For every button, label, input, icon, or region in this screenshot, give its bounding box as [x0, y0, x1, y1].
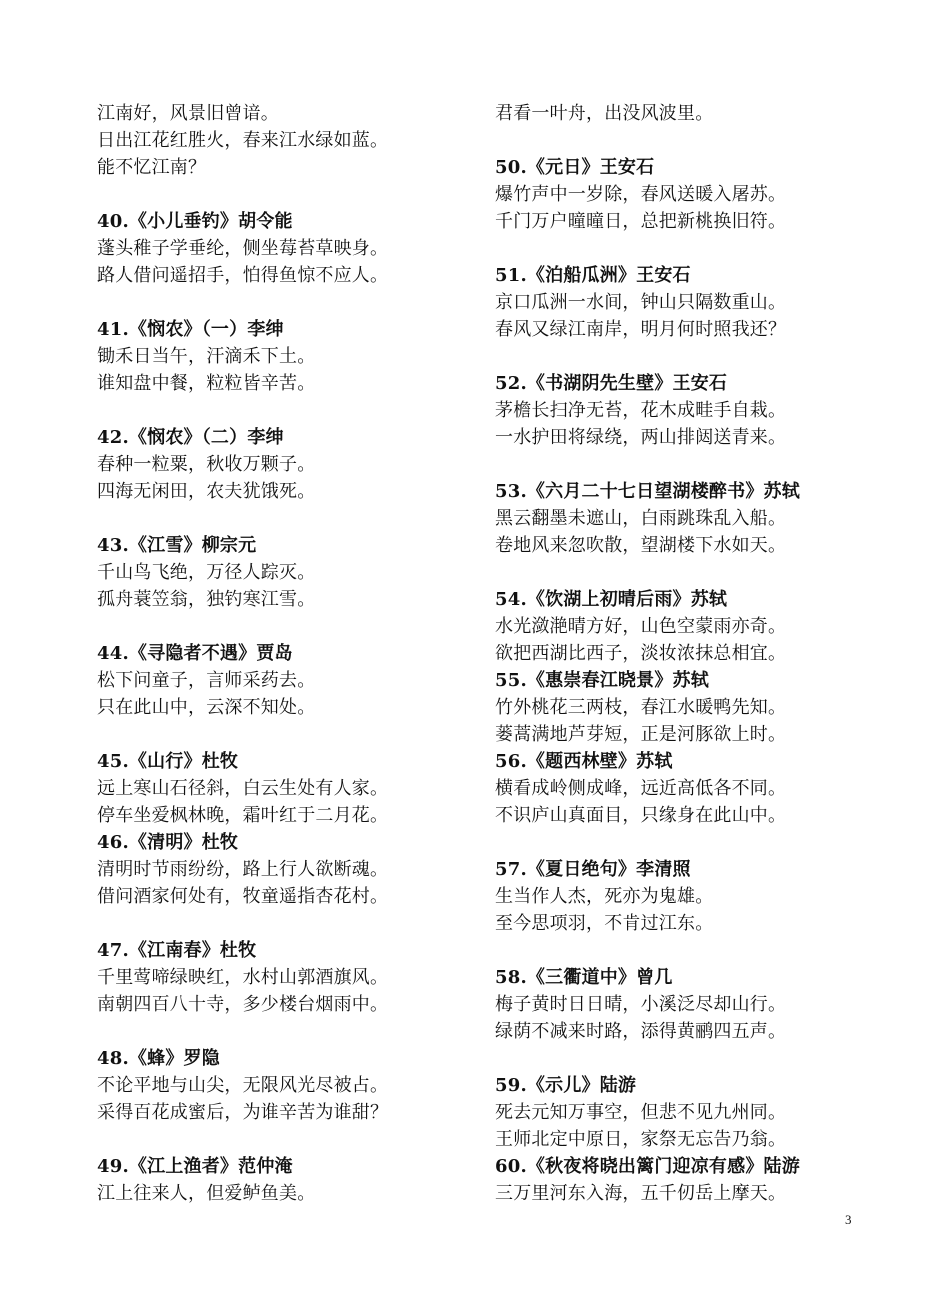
poem-line: 春风又绿江南岸，明月何时照我还？	[495, 319, 787, 340]
poem-line: 绿荫不减来时路，添得黄鹂四五声。	[495, 1021, 787, 1042]
poem-title: 49.《江上渔者》范仲淹	[97, 1156, 293, 1177]
poem-line: 千山鸟飞绝，万径人踪灭。	[97, 562, 316, 583]
stanza-gap	[97, 721, 497, 748]
stanza-gap	[97, 181, 497, 208]
poem-line: 四海无闲田，农夫犹饿死。	[97, 481, 316, 502]
poem-line: 横看成岭侧成峰，远近高低各不同。	[495, 778, 787, 799]
poem-title: 40.《小儿垂钓》胡令能	[97, 211, 293, 232]
poem-line: 黑云翻墨未遮山，白雨跳珠乱入船。	[495, 508, 787, 529]
poem-line: 茅檐长扫净无苔，花木成畦手自栽。	[495, 400, 787, 421]
poem-title: 59.《示儿》陆游	[495, 1075, 637, 1096]
stanza-gap	[495, 127, 895, 154]
poem-line: 不论平地与山尖，无限风光尽被占。	[97, 1075, 389, 1096]
stanza-gap	[495, 559, 895, 586]
poem-title: 44.《寻隐者不遇》贾岛	[97, 643, 293, 664]
poem-line: 不识庐山真面目，只缘身在此山中。	[495, 805, 787, 826]
stanza-gap	[495, 451, 895, 478]
poem-line: 千门万户曈曈日，总把新桃换旧符。	[495, 211, 787, 232]
poem-line: 路人借问遥招手，怕得鱼惊不应人。	[97, 265, 389, 286]
poem-line: 卷地风来忽吹散，望湖楼下水如天。	[495, 535, 787, 556]
poem-title: 57.《夏日绝句》李清照	[495, 859, 691, 880]
poem-line: 竹外桃花三两枝，春江水暖鸭先知。	[495, 697, 787, 718]
right-column	[495, 100, 895, 1207]
left-column	[97, 100, 497, 1207]
poem-line: 能不忆江南？	[97, 157, 207, 178]
poem-line: 停车坐爱枫林晚，霜叶红于二月花。	[97, 805, 389, 826]
stanza-gap	[97, 505, 497, 532]
stanza-gap	[495, 829, 895, 856]
poem-title: 54.《饮湖上初晴后雨》苏轼	[495, 589, 728, 610]
poem-line: 爆竹声中一岁除，春风送暖入屠苏。	[495, 184, 787, 205]
poem-line: 春种一粒粟，秋收万颗子。	[97, 454, 316, 475]
poem-title: 42.《悯农》（二）李绅	[97, 427, 284, 448]
stanza-gap	[97, 1018, 497, 1045]
poem-title: 56.《题西林壁》苏轼	[495, 751, 673, 772]
poem-line: 松下问童子，言师采药去。	[97, 670, 316, 691]
poem-title: 58.《三衢道中》曾几	[495, 967, 673, 988]
poem-line: 三万里河东入海，五千仞岳上摩天。	[495, 1183, 787, 1204]
poem-line: 江南好，风景旧曾谙。	[97, 103, 279, 124]
poem-line: 清明时节雨纷纷，路上行人欲断魂。	[97, 859, 389, 880]
poem-title: 51.《泊船瓜洲》王安石	[495, 265, 691, 286]
poem-line: 南朝四百八十寺，多少楼台烟雨中。	[97, 994, 389, 1015]
poem-title: 60.《秋夜将晓出篱门迎凉有感》陆游	[495, 1156, 800, 1177]
poem-line: 欲把西湖比西子，淡妆浓抹总相宜。	[495, 643, 787, 664]
poem-line: 水光潋滟晴方好，山色空蒙雨亦奇。	[495, 616, 787, 637]
poem-title: 48.《蜂》罗隐	[97, 1048, 220, 1069]
stanza-gap	[97, 910, 497, 937]
poem-line: 千里莺啼绿映红，水村山郭酒旗风。	[97, 967, 389, 988]
poem-title: 50.《元日》王安石	[495, 157, 655, 178]
poem-line: 只在此山中，云深不知处。	[97, 697, 316, 718]
stanza-gap	[97, 397, 497, 424]
poem-line: 蒌蒿满地芦芽短，正是河豚欲上时。	[495, 724, 787, 745]
poem-line: 江上往来人，但爱鲈鱼美。	[97, 1183, 316, 1204]
poem-title: 55.《惠崇春江晓景》苏轼	[495, 670, 709, 691]
poem-line: 日出江花红胜火，春来江水绿如蓝。	[97, 130, 389, 151]
stanza-gap	[495, 343, 895, 370]
poem-line: 梅子黄时日日晴，小溪泛尽却山行。	[495, 994, 787, 1015]
poem-line: 王师北定中原日，家祭无忘告乃翁。	[495, 1129, 787, 1150]
poem-title: 43.《江雪》柳宗元	[97, 535, 257, 556]
poem-line: 生当作人杰，死亦为鬼雄。	[495, 886, 714, 907]
stanza-gap	[495, 1045, 895, 1072]
poem-line: 蓬头稚子学垂纶，侧坐莓苔草映身。	[97, 238, 389, 259]
stanza-gap	[495, 235, 895, 262]
page-number: 3	[845, 1212, 852, 1227]
poem-line: 一水护田将绿绕，两山排闼送青来。	[495, 427, 787, 448]
stanza-gap	[97, 1126, 497, 1153]
poem-line: 远上寒山石径斜，白云生处有人家。	[97, 778, 389, 799]
poem-title: 53.《六月二十七日望湖楼醉书》苏轼	[495, 481, 800, 502]
poem-title: 46.《清明》杜牧	[97, 832, 239, 853]
poem-title: 41.《悯农》（一）李绅	[97, 319, 284, 340]
poem-line: 京口瓜洲一水间，钟山只隔数重山。	[495, 292, 787, 313]
poem-line: 锄禾日当午，汗滴禾下土。	[97, 346, 316, 367]
poem-title: 47.《江南春》杜牧	[97, 940, 257, 961]
poem-line: 谁知盘中餐，粒粒皆辛苦。	[97, 373, 316, 394]
poem-title: 52.《书湖阴先生壁》王安石	[495, 373, 728, 394]
poem-line: 借问酒家何处有，牧童遥指杏花村。	[97, 886, 389, 907]
poem-line: 采得百花成蜜后，为谁辛苦为谁甜？	[97, 1102, 389, 1123]
poem-line: 孤舟蓑笠翁，独钓寒江雪。	[97, 589, 316, 610]
poem-line: 君看一叶舟，出没风波里。	[495, 103, 714, 124]
poem-line: 至今思项羽，不肯过江东。	[495, 913, 714, 934]
poem-title: 45.《山行》杜牧	[97, 751, 239, 772]
stanza-gap	[97, 613, 497, 640]
stanza-gap	[495, 937, 895, 964]
poem-line: 死去元知万事空，但悲不见九州同。	[495, 1102, 787, 1123]
stanza-gap	[97, 289, 497, 316]
